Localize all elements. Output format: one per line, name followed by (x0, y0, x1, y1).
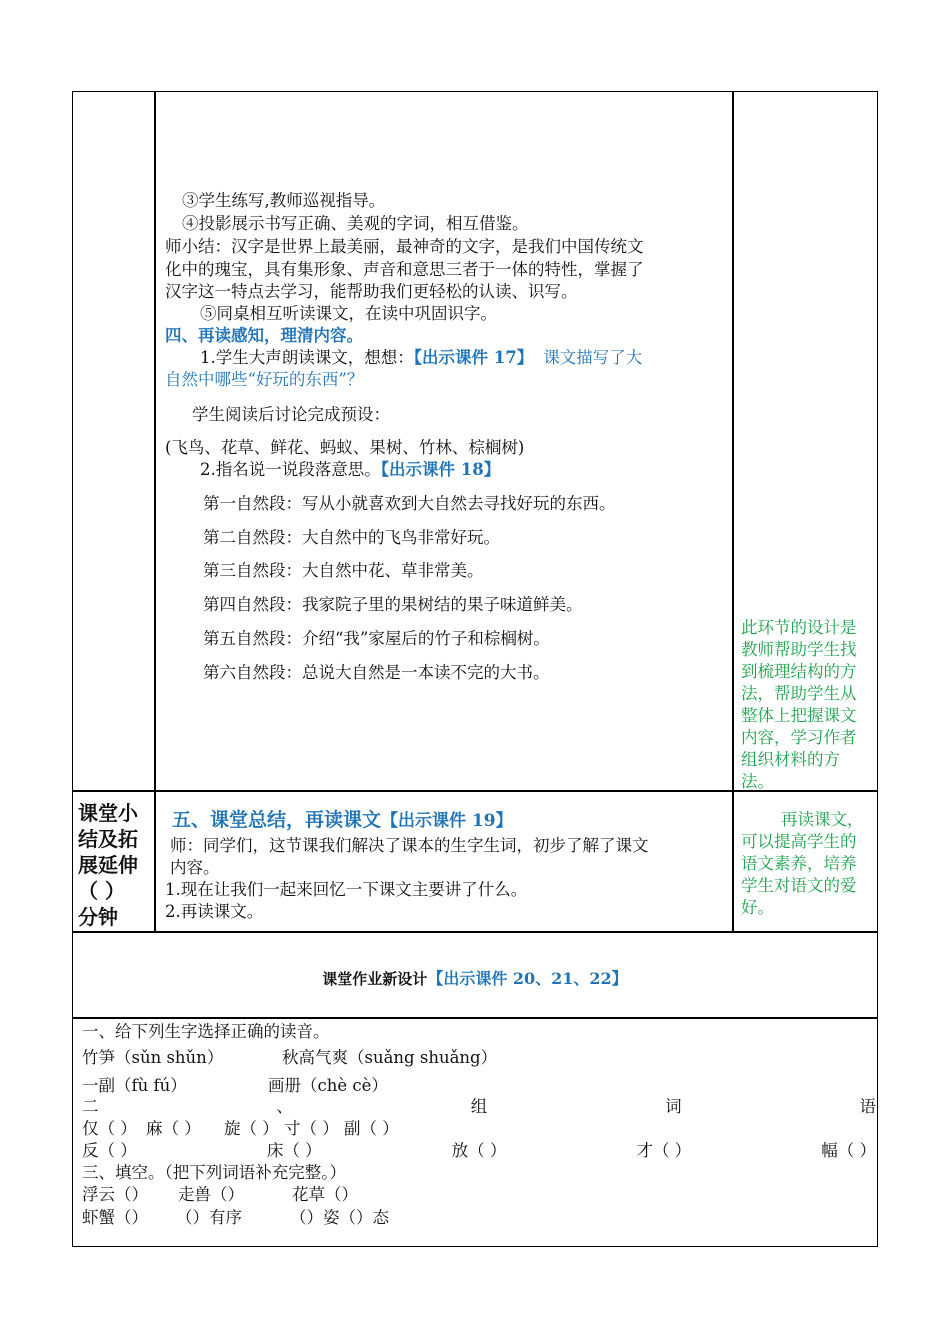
summary-heading-text: 五、课堂总结，再读课文 (172, 809, 382, 831)
hw-q2-item: 才（ ） (636, 1141, 692, 1160)
design-note-line: 语文素养，培养 (741, 854, 857, 873)
hw-q2-char: 、 (276, 1097, 293, 1116)
homework-courseware-tag: 【出示课件 20、21、22】 (427, 969, 628, 988)
hw-q3: 三、填空。（把下列词语补充完整。） (82, 1163, 346, 1182)
hw-q1-d: 画册（chè cè） (268, 1076, 388, 1095)
col-divider-left (154, 91, 156, 932)
homework-title (72, 966, 878, 989)
summary-label-line: 结及拓 (78, 827, 138, 851)
teacher-summary-3: 汉字这一特点去学习，能帮助我们更轻松的认读、识写。 (165, 282, 578, 301)
teacher-summary-1: 师小结：汉字是世界上最美丽，最神奇的文字，是我们中国传统文 (165, 237, 644, 256)
design-note-line: 法，帮助学生从 (741, 684, 857, 703)
design-note-line: 组织材料的方 (741, 750, 840, 769)
summary-courseware-tag: 【出示课件 19】 (381, 811, 513, 831)
paragraph-1: 第一自然段：写从小就喜欢到大自然去寻找好玩的东西。 (203, 494, 616, 513)
section4-heading: 四、再读感知，理清内容。 (165, 326, 363, 345)
design-note-line: 再读课文， (781, 810, 864, 829)
hw-q2-item: 麻（ ） (146, 1119, 201, 1138)
discussion-prompt: 学生阅读后讨论完成预设： (192, 405, 390, 424)
q2-courseware-tag: 【出示课件 18】 (380, 460, 501, 479)
section4-q1 (200, 347, 642, 368)
hw-q2-item: 床（ ） (266, 1141, 322, 1160)
step-3: ③学生练写,教师巡视指导。 (182, 191, 386, 210)
hw-q2-char: 组 (470, 1097, 488, 1116)
paragraph-4: 第四自然段：我家院子里的果树结的果子味道鲜美。 (203, 595, 583, 614)
q1-question: 课文描写了大 (543, 348, 643, 367)
hw-q2-item: 寸（ ） (284, 1119, 339, 1138)
hw-q1-b: 秋高气爽（suǎng shuǎng） (282, 1048, 498, 1067)
hw-q2-item: 旋（ ） (224, 1119, 279, 1138)
summary-label-line: （ ） (78, 879, 125, 903)
hw-q1: 一、给下列生字选择正确的读音。 (82, 1022, 330, 1041)
discussion-answer: (飞鸟、花草、鲜花、蚂蚁、果树、竹林、棕榈树) (165, 438, 525, 457)
hw-q3-row2-c: （）姿（）态 (290, 1208, 389, 1227)
row-divider-2 (72, 931, 878, 933)
summary-teacher-2: 内容。 (170, 858, 220, 877)
design-note-2 (741, 809, 879, 919)
step-5: ⑤同桌相互听读课文，在读中巩固识字。 (200, 304, 497, 323)
design-note-line: 法。 (741, 772, 774, 791)
design-note-line: 此环节的设计是 (741, 618, 857, 637)
design-note-line: 教师帮助学生找 (741, 640, 857, 659)
hw-q2-heading (82, 1096, 876, 1117)
teacher-summary-2: 化中的瑰宝，具有集形象、声音和意思三者于一体的特性，掌握了 (165, 260, 644, 279)
hw-q3-row1-a: 浮云（） (82, 1185, 148, 1204)
hw-q3-row1-b: 走兽（） (178, 1185, 244, 1204)
summary-teacher-1: 师：同学们，这节课我们解决了课本的生字生词，初步了解了课文 (170, 836, 649, 855)
hw-q3-row2-b: （）有序 (176, 1208, 242, 1227)
paragraph-5: 第五自然段：介绍“我”家屋后的竹子和棕榈树。 (203, 629, 550, 648)
paragraph-3: 第三自然段：大自然中花、草非常美。 (203, 561, 484, 580)
summary-label-line: 分钟 (78, 905, 118, 929)
hw-q2-char: 语 (859, 1097, 876, 1116)
q1-question-cont: 自然中哪些“好玩的东西”？ (165, 370, 364, 389)
hw-q1-c: 一副（fù fú） (82, 1076, 187, 1095)
summary-heading (172, 808, 513, 833)
hw-q2-item: 仅（ ） (82, 1119, 137, 1138)
design-note-1 (741, 617, 879, 793)
col-divider-right (732, 91, 734, 932)
section4-q2 (200, 459, 500, 480)
design-note-line: 到梳理结构的方 (741, 662, 857, 681)
design-note-line: 整体上把握课文 (741, 706, 857, 725)
row-divider-3 (72, 1017, 878, 1019)
design-note-line: 内容，学习作者 (741, 728, 857, 747)
hw-q2-row2 (82, 1140, 876, 1161)
design-note-line: 好。 (741, 898, 774, 917)
hw-q2-char: 词 (665, 1097, 682, 1116)
summary-label-line: 课堂小 (78, 801, 138, 825)
hw-q2-item: 幅（ ） (821, 1141, 876, 1160)
hw-q2-row1 (82, 1118, 399, 1139)
summary-item-2: 2.再读课文。 (165, 902, 264, 921)
hw-q3-row2-a: 虾蟹（） (82, 1208, 148, 1227)
q1-courseware-tag: 【出示课件 17】 (413, 348, 534, 367)
step-4: ④投影展示书写正确、美观的字词，相互借鉴。 (182, 214, 529, 233)
paragraph-6: 第六自然段：总说大自然是一本读不完的大书。 (203, 663, 550, 682)
summary-label (78, 800, 152, 930)
hw-q2-item: 反（ ） (82, 1141, 137, 1160)
summary-item-1: 1.现在让我们一起来回忆一下课文主要讲了什么。 (165, 880, 528, 899)
hw-q1-a: 竹笋（sǔn shǔn） (82, 1048, 224, 1067)
summary-label-line: 展延伸 (78, 853, 138, 877)
hw-q2-item: 放（ ） (451, 1141, 507, 1160)
design-note-line: 可以提高学生的 (741, 832, 857, 851)
paragraph-2: 第二自然段：大自然中的飞鸟非常好玩。 (203, 528, 500, 547)
design-note-line: 学生对语文的爱 (741, 876, 857, 895)
hw-q3-row1-c: 花草（） (292, 1185, 358, 1204)
hw-q2-char: 二 (82, 1097, 99, 1116)
hw-q2-item: 副（ ） (344, 1119, 399, 1138)
q2-text: 2.指名说一说段落意思。 (200, 460, 381, 479)
q1-text: 1.学生大声朗读课文，想想： (200, 348, 414, 367)
homework-title-text: 课堂作业新设计 (322, 970, 428, 988)
